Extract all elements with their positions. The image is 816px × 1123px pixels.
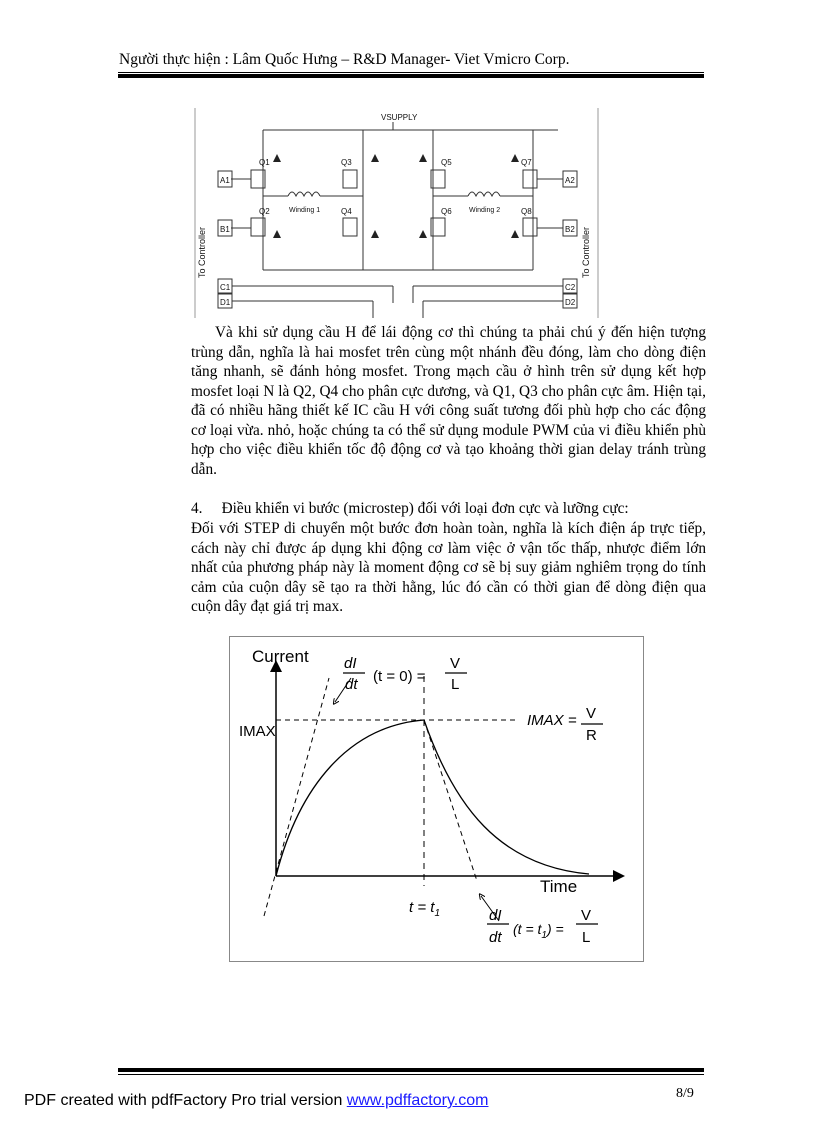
y-axis-title: Current (252, 647, 309, 666)
l-label-t0: L (451, 676, 460, 693)
t-equals-t1-label: $t = t_1$ (409, 899, 440, 919)
to-controller-left-label: To Controller (197, 226, 207, 278)
pin-c1: C1 (220, 283, 231, 292)
footer-rule-thick (118, 1068, 704, 1072)
pdf-footer-notice (24, 1092, 488, 1110)
h-bridge-circuit-figure (193, 108, 606, 322)
transistor-q8: Q8 (521, 207, 532, 216)
to-controller-right-label: To Controller (581, 226, 591, 278)
transistor-q3: Q3 (341, 158, 352, 167)
pin-b1: B1 (220, 225, 230, 234)
transistor-q2: Q2 (259, 207, 270, 216)
pin-a2: A2 (565, 176, 575, 185)
imax-equation-lhs: IMAX = (527, 712, 577, 729)
x-axis-title: Time (540, 877, 578, 896)
transistor-q1: Q1 (259, 158, 270, 167)
footer-prefix: PDF created with pdfFactory Pro trial version (24, 1092, 347, 1109)
winding-1-label: Winding 1 (289, 207, 321, 214)
section-heading (191, 500, 629, 518)
r-label-imax: R (586, 727, 597, 744)
t0-condition: (t = 0) = (373, 668, 426, 685)
running-header: Người thực hiện : Lâm Quốc Hưng – R&D Manager- Viet Vmicro Corp. (119, 51, 570, 68)
pin-a1: A1 (220, 176, 230, 185)
v-label-imax: V (586, 705, 597, 722)
pin-d1: D1 (220, 298, 231, 307)
dt-label-t0: dt (345, 676, 358, 693)
transistor-q5: Q5 (441, 158, 452, 167)
pdffactory-link[interactable]: www.pdffactory.com (346, 1092, 489, 1109)
current-time-graph (229, 636, 644, 962)
winding-2-label: Winding 2 (469, 207, 501, 214)
v-label-t0: V (450, 655, 461, 672)
transistor-q7: Q7 (521, 158, 532, 167)
section-title: Điều khiển vi bước (microstep) đối với loại đơn cực và lưỡng cực: (221, 500, 629, 517)
paragraph-microstep: Đối với STEP di chuyển một bước đơn hoàn toàn, nghĩa là kích điện áp trực tiếp, cách này chỉ được áp dụng khi động cơ làm việc ở vận tốc thấp, nhược điểm lớn nhất của phương pháp này là moment động cơ sẽ bị suy giảm nghiêm trọng do tính cảm của cuộn dây sẽ tạo ra thời hằng, lúc đó cần có thời gian để dòng điện qua cuộn dây đạt giá trị max. (191, 520, 706, 615)
pin-b2: B2 (565, 225, 575, 234)
pin-c2: C2 (565, 283, 576, 292)
dI-label-t0: dI (344, 655, 357, 672)
l-label-t1: L (582, 929, 591, 946)
vsupply-label: VSUPPLY (381, 113, 418, 122)
pin-d2: D2 (565, 298, 576, 307)
header-rule-thick (118, 74, 704, 78)
t1-condition: $(t = t_1)$ = (513, 921, 564, 941)
transistor-q6: Q6 (441, 207, 452, 216)
v-label-t1: V (581, 907, 592, 924)
transistor-q4: Q4 (341, 207, 352, 216)
paragraph-h-bridge: Và khi sử dụng cầu H để lái động cơ thì chúng ta phải chú ý đến hiện tượng trùng dẫn, nghĩa là hai mosfet trên cùng một nhánh đều đóng, làm cho dòng điện tăng nhanh, sẽ đánh hỏng mosfet. Trong mạch cầu ở hình trên sử dụng kết hợp mosfet loại N là Q2, Q4 cho phân cực dương, và Q1, Q3 cho phân cực âm. Hiện tại, đã có nhiều hãng thiết kế IC cầu H với công suất tương đối phù hợp cho các động cơ loại vừa. nhỏ, hoặc chúng ta có thể sử dụng module PWM của vi điều khiển phù hợp cho việc điều khiển tốc độ động cơ và tạo khoảng thời gian delay tránh trùng dẫn. (191, 324, 706, 478)
dt-label-t1: dt (489, 929, 502, 946)
header-rule-thin (118, 72, 704, 73)
imax-axis-label: IMAX (239, 723, 276, 740)
dI-label-t1: dI (489, 907, 502, 924)
page-number: 8/9 (676, 1086, 694, 1101)
footer-rule-thin (118, 1074, 704, 1075)
section-number: 4. (191, 500, 203, 517)
